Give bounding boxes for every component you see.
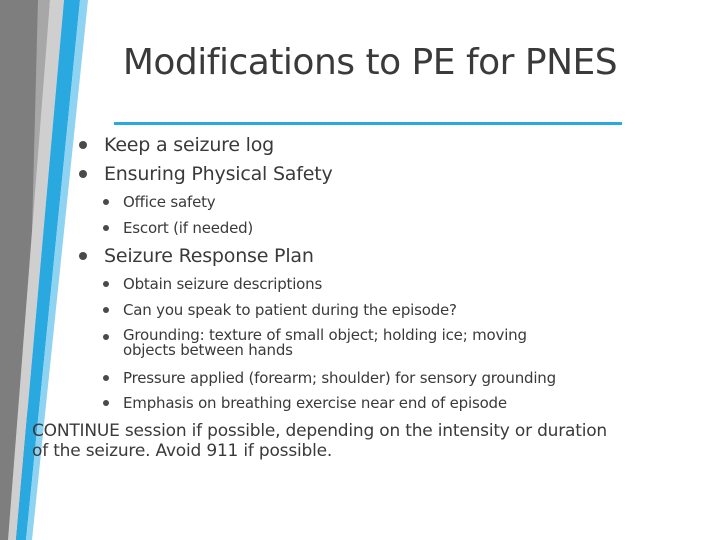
bullet-text: Emphasis on breathing exercise near end of episode [123,394,507,412]
sub-bullet-grounding [123,328,583,358]
bullet-text: Can you speak to patient during the episode? [123,301,457,319]
bullet-dot-icon [79,170,87,178]
continue-note: CONTINUE session if possible, depending on the intensity or duration of the seizure. Avoid 911 if possible. [32,421,608,461]
bullet-physical-safety [104,163,333,185]
bullet-dot-icon [103,307,109,313]
bullet-dot-icon [103,281,109,287]
sub-bullet-breathing [123,394,507,412]
bullet-text: Grounding: texture of small object; holding ice; moving objects between hands [123,326,527,359]
bullet-dot-icon [79,252,87,260]
bullet-dot-icon [79,141,87,149]
bullet-text: Obtain seizure descriptions [123,275,323,293]
bullet-text: Seizure Response Plan [104,245,314,267]
title-underline [114,122,622,125]
sub-bullet-escort [123,219,253,237]
bullet-seizure-response-plan [104,245,314,267]
bullet-dot-icon [103,334,109,340]
bullet-dot-icon [103,400,109,406]
bullet-dot-icon [103,225,109,231]
bullet-text: Pressure applied (forearm; shoulder) for sensory grounding [123,369,556,387]
bullet-text: Escort (if needed) [123,219,254,237]
slide-title: Modifications to PE for PNES [122,42,618,83]
bullet-text: Office safety [123,193,216,211]
bullet-dot-icon [103,375,109,381]
bullet-keep-seizure-log [104,134,274,156]
sub-bullet-office-safety [123,193,215,211]
sub-bullet-pressure [123,369,556,387]
bullet-dot-icon [103,199,109,205]
sub-bullet-speak-to-patient [123,301,457,319]
bullet-text: Ensuring Physical Safety [104,163,333,185]
sub-bullet-seizure-descriptions [123,275,322,293]
bullet-text: Keep a seizure log [104,134,275,156]
